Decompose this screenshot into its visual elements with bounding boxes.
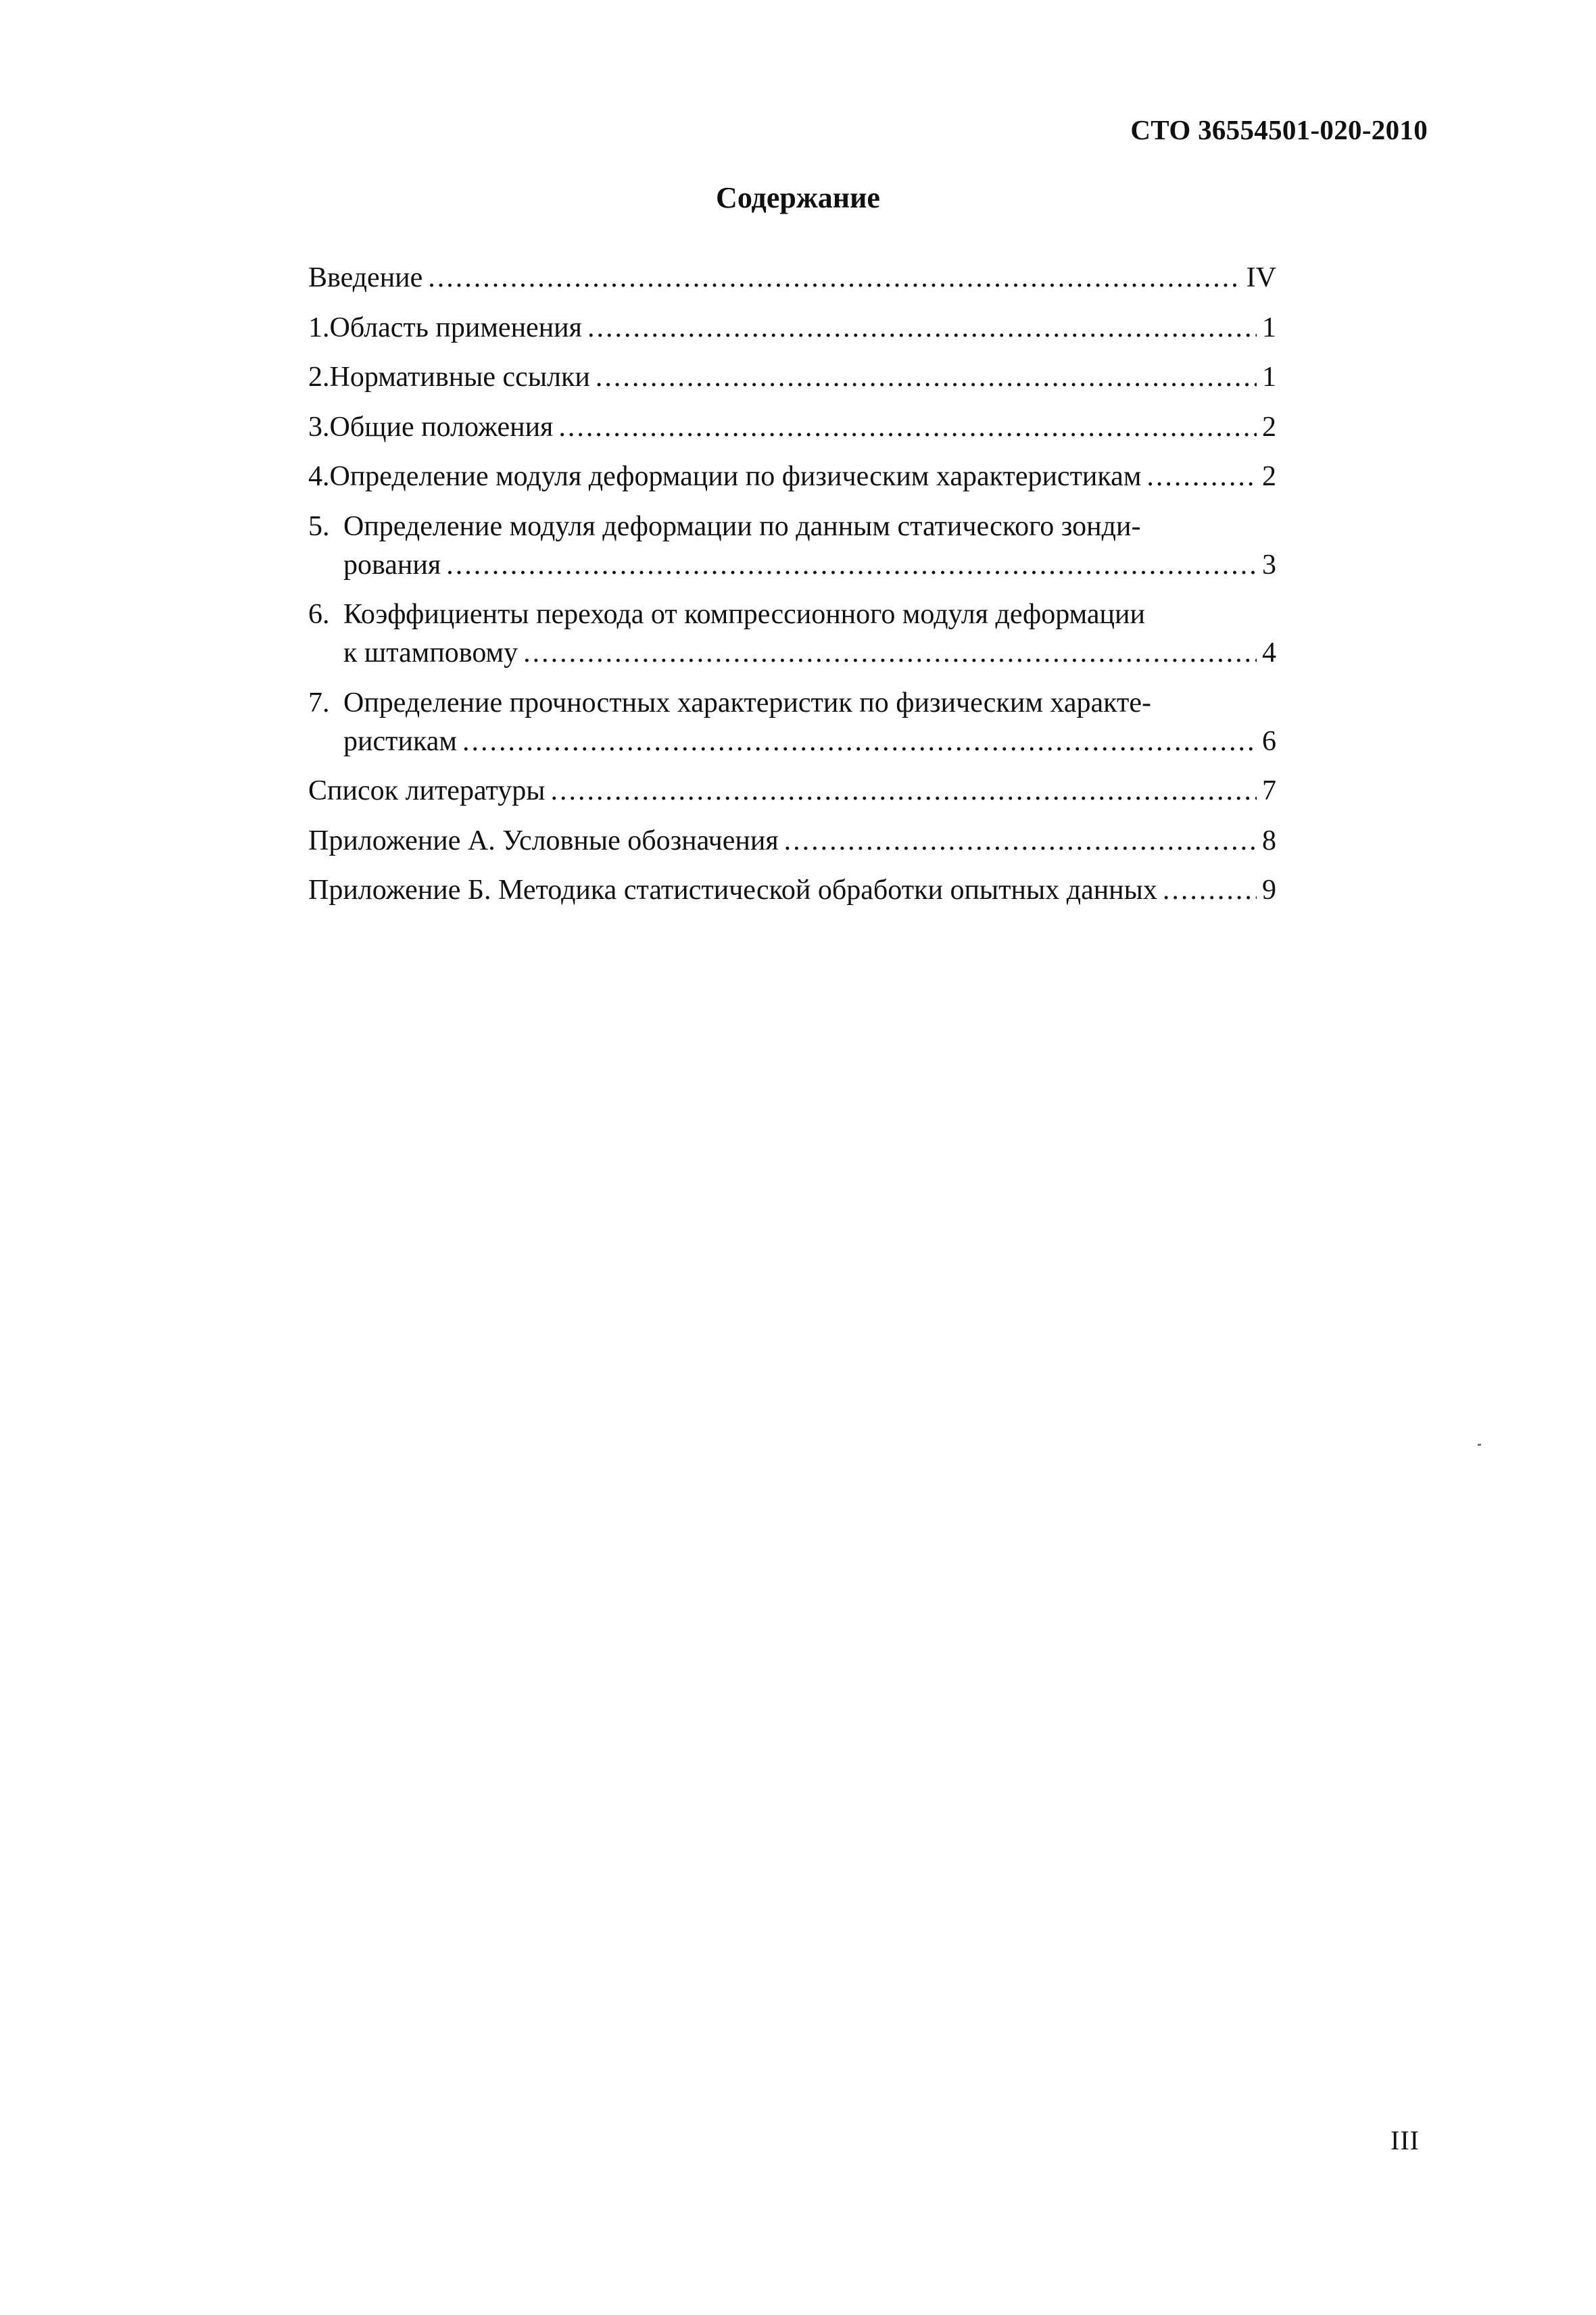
document-code: СТО 36554501-020-2010 xyxy=(1130,114,1428,145)
toc-entry-section-5[interactable] xyxy=(308,508,1276,585)
toc-dot-leader xyxy=(596,358,1257,397)
scan-speck xyxy=(1478,1444,1481,1446)
toc-entry-label: Определение модуля деформации по данным статического зонди- xyxy=(343,510,1141,542)
toc-entry-page: 2 xyxy=(1262,461,1276,492)
toc-dot-leader xyxy=(558,408,1257,447)
toc-entry-first-line xyxy=(308,508,1276,546)
toc-entry-label: Определение модуля деформации по физическим характеристикам xyxy=(329,461,1142,492)
toc-entry-label: Нормативные ссылки xyxy=(329,362,590,393)
toc-entry-section-4[interactable] xyxy=(308,458,1276,496)
toc-entry-page: 7 xyxy=(1262,775,1276,806)
page-number: III xyxy=(1391,2125,1420,2155)
toc-entry-label: Приложение А. Условные обозначения xyxy=(308,825,779,856)
toc-entry-page: 1 xyxy=(1262,312,1276,343)
toc-entry-page: 8 xyxy=(1262,825,1276,856)
toc-entry-section-2[interactable] xyxy=(308,358,1276,397)
toc-entry-label-continuation: ристикам xyxy=(343,725,457,757)
toc-dot-leader xyxy=(1146,458,1257,496)
toc-entry-page: 6 xyxy=(1262,725,1276,757)
toc-entry-number: 5. xyxy=(308,510,330,542)
toc-entry-label: Список литературы xyxy=(308,775,546,806)
toc-entry-number: 2. xyxy=(308,362,330,393)
toc-entry-number: 3. xyxy=(308,411,330,443)
toc-entry-first-line xyxy=(308,595,1276,634)
toc-entry-number: 1. xyxy=(308,312,330,343)
toc-entry-label: Введение xyxy=(308,262,423,293)
toc-entry-label-continuation: рования xyxy=(343,549,441,581)
toc-entry-label: Коэффициенты перехода от компрессионного модуля деформации xyxy=(343,599,1145,630)
toc-entry-section-6[interactable] xyxy=(308,595,1276,673)
toc-entry-label-continuation: к штамповому xyxy=(343,637,518,668)
toc-entry-references[interactable] xyxy=(308,772,1276,810)
toc-entry-label: Приложение Б. Методика статистической обработки опытных данных xyxy=(308,875,1157,906)
toc-entry-label: Определение прочностных характеристик по физическим характе- xyxy=(343,687,1151,718)
toc-entry-second-line xyxy=(308,723,1276,761)
toc-entry-page: IV xyxy=(1246,262,1276,293)
toc-entry-section-7[interactable] xyxy=(308,684,1276,761)
toc-dot-leader xyxy=(784,822,1257,860)
toc-entry-appendix-b[interactable] xyxy=(308,871,1276,910)
toc-dot-leader xyxy=(446,546,1257,585)
toc-entry-number: 6. xyxy=(308,599,330,630)
toc-entry-number: 7. xyxy=(308,687,330,718)
toc-entry-appendix-a[interactable] xyxy=(308,822,1276,860)
toc-entry-second-line xyxy=(308,634,1276,673)
toc-entry-first-line xyxy=(308,684,1276,723)
toc-title: Содержание xyxy=(716,181,880,214)
toc-entry-section-1[interactable] xyxy=(308,309,1276,347)
toc-dot-leader xyxy=(1163,871,1257,910)
toc-entry-label: Область применения xyxy=(329,312,582,343)
toc-entry-page: 4 xyxy=(1262,637,1276,668)
toc-dot-leader xyxy=(428,259,1240,297)
toc-entry-number: 4. xyxy=(308,461,330,492)
toc-dot-leader xyxy=(462,723,1257,761)
toc-entry-page: 9 xyxy=(1262,875,1276,906)
toc-dot-leader xyxy=(523,634,1257,673)
toc-entry-second-line xyxy=(308,546,1276,585)
toc-entry-introduction[interactable] xyxy=(308,259,1276,297)
toc-dot-leader xyxy=(551,772,1257,810)
toc-dot-leader xyxy=(587,309,1257,347)
toc-entry-page: 1 xyxy=(1262,362,1276,393)
table-of-contents xyxy=(308,259,1276,921)
toc-entry-page: 2 xyxy=(1262,411,1276,443)
toc-entry-label: Общие положения xyxy=(329,411,554,443)
toc-entry-page: 3 xyxy=(1262,549,1276,581)
toc-entry-section-3[interactable] xyxy=(308,408,1276,447)
